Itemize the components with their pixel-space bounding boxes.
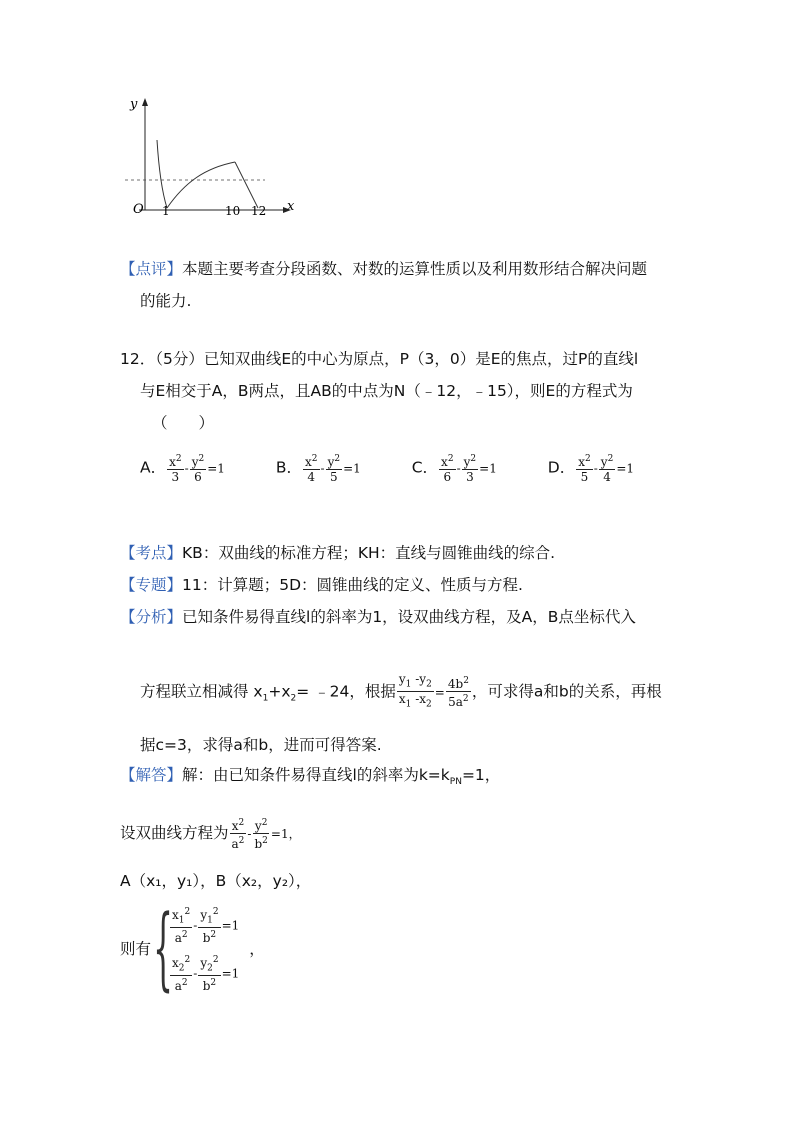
tick-label-10: 10 [225, 204, 241, 218]
question-line-1: 12．（5分）已知双曲线E的中心为原点，P（3，0）是E的焦点，过P的直线l [120, 350, 639, 368]
zhuanti-line: 【专题】11：计算题；5D：圆锥曲线的定义、性质与方程. [120, 576, 523, 594]
y-label: y [130, 97, 138, 112]
review-tag: 【点评】 [120, 260, 183, 278]
question-line-3: （ ） [152, 414, 215, 432]
fenxi-line-2: 方程联立相减得 $x_1+x_2=$ ﹣24，根据 $\frac{y_1 -y_2}{x_1 -x_2}$ = $\frac{4b^2}{5a^2}$ ，可求得a和b的关系，再根 [140, 672, 662, 710]
review-line-1: 【点评】本题主要考查分段函数、对数的运算性质以及利用数形结合解决问题 [120, 260, 648, 278]
tick-label-1: 1 [162, 204, 170, 218]
option-b[interactable]: B． $\frac{x^2}{4}$ - $\frac{y^2}{5}$ =1 [275, 454, 361, 484]
question-line-2: 与E相交于A，B两点，且AB的中点为N（﹣12，﹣15），则E的方程式为 [140, 382, 633, 400]
kaodian-line: 【考点】KB：双曲线的标准方程；KH：直线与圆锥曲线的综合. [120, 544, 556, 562]
jieda-line-3: A（x₁，y₁），B（x₂，y₂）， [120, 872, 312, 890]
fenxi-line-3: 据c=3，求得a和b，进而可得答案. [140, 736, 382, 754]
function-graph [125, 92, 310, 222]
option-c[interactable]: C． $\frac{x^2}{6}$ - $\frac{y^2}{3}$ =1 [411, 454, 497, 484]
review-line-2: 的能力. [140, 292, 192, 310]
curve-middle [167, 162, 235, 208]
jieda-line-1: 【解答】解：由已知条件易得直线l的斜率为$k=k_{PN}=1$， [120, 766, 501, 788]
curve-log [157, 140, 167, 208]
left-brace: { [153, 896, 174, 1001]
option-d[interactable]: D． $\frac{x^2}{5}$ - $\frac{y^2}{4}$ =1 [547, 454, 635, 484]
ratio-fraction: $\frac{4b^2}{5a^2}$ [447, 676, 469, 710]
slope-fraction: $\frac{y_1 -y_2}{x_1 -x_2}$ [398, 672, 432, 710]
y-axis-arrow [142, 98, 148, 106]
option-a[interactable]: A． $\frac{x^2}{3}$ - $\frac{y^2}{6}$ =1 [140, 454, 225, 484]
tick-label-12: 12 [251, 204, 267, 218]
curve-linear [235, 162, 258, 208]
origin-label: O [133, 202, 144, 217]
options-row [140, 452, 680, 484]
fenxi-line-1: 【分析】已知条件易得直线l的斜率为1，设双曲线方程，及A，B点坐标代入 [120, 608, 636, 626]
x-label: x [287, 199, 295, 214]
jieda-system: 则有 { $\frac{x_1^2}{a^2}$ - $\frac{y_1^2}{b^2}$ =1 $\frac{x_2^2}{a^2}$ - $\frac{y_2^2}{b^2}$ =1 ， [120, 896, 265, 1001]
jieda-line-2: 设双曲线方程为 $\frac{x^2}{a^2}$ - $\frac{y^2}{b^2}$ =1， [120, 818, 301, 851]
